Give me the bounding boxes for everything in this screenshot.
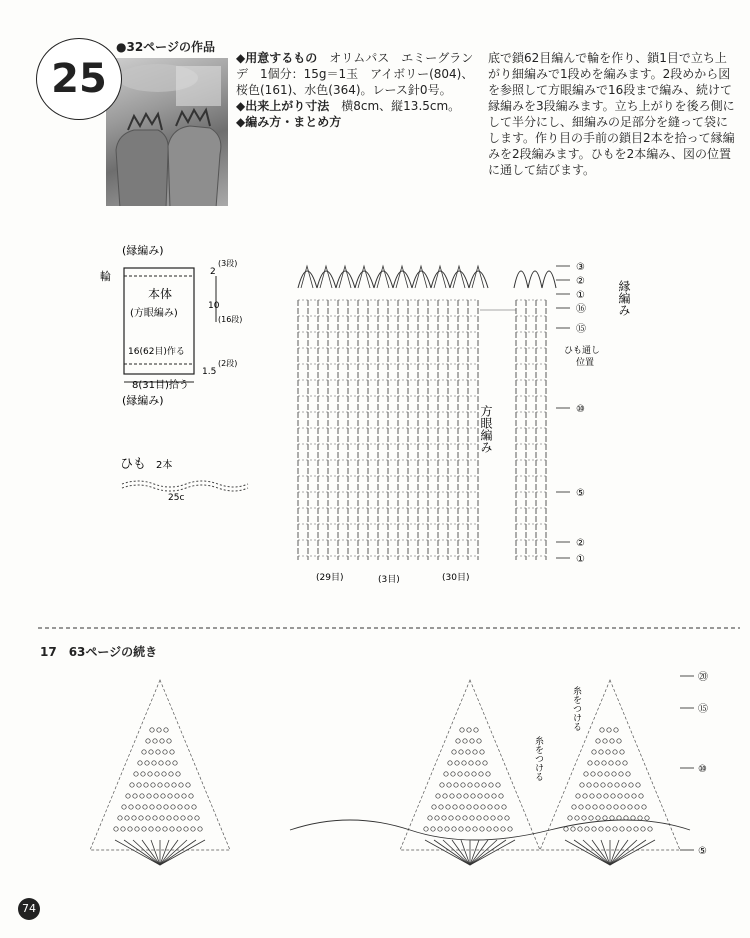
row-marker: ① <box>576 554 585 565</box>
method-text: 底で鎖62目編んで輪を作り、鎖1目で立ち上がり細編みで1段めを編みます。2段めから図を参照して方眼編みで16段まで編み、続けて縁編みを3段編みます。立ち上がりを後ろ側にして半分にし、細編みの足部分を縫って袋にします。作り目の手前の鎖目2本を拾って縁編みを2段編みます。ひもを2本編み、図の位置に通して結びます。 <box>488 51 735 177</box>
schematic-ring-label: 輪 <box>100 270 111 283</box>
cord-label: ひも <box>120 457 147 472</box>
method-heading: ◆編み方・まとめ方 <box>236 115 342 129</box>
dim-bot-rows: (2段) <box>218 359 238 368</box>
product-photo <box>106 58 228 206</box>
thread-attach-label-2: 糸をつける <box>533 736 543 781</box>
body-schematic <box>98 236 248 416</box>
continuation-marker: ⑳ <box>698 672 708 683</box>
schematic-body-sub: (方眼編み) <box>130 308 178 319</box>
cord-position-label-2: 位置 <box>576 358 595 368</box>
section-divider <box>38 626 740 630</box>
schematic-body-outline <box>124 268 194 374</box>
size-section <box>236 98 476 114</box>
row-marker: ③ <box>576 262 585 273</box>
dim-bot: 1.5 <box>202 367 217 377</box>
materials-section <box>236 50 476 98</box>
schematic-width-label: 8(31目)拾う <box>132 380 189 391</box>
edging-arcs <box>298 266 556 288</box>
continuation-markers <box>680 671 708 857</box>
stitch-chart <box>280 240 648 590</box>
chart-bottom-mid: (3目) <box>378 575 400 585</box>
photo-reference-text: 32ページの作品 <box>126 40 215 54</box>
dim-top-rows: (3段) <box>218 259 238 268</box>
cord-length: 25c <box>168 493 185 502</box>
thread-attach-label-1: 糸をつける <box>571 686 581 731</box>
continuation-marker: ⑩ <box>698 764 707 775</box>
instructions-column-1 <box>236 50 476 130</box>
photo-reference: ●32ページの作品 <box>116 40 215 54</box>
drawstring-bags-illustration <box>106 58 228 206</box>
row-markers <box>556 262 586 565</box>
mesh-label: 方眼編み <box>479 405 493 453</box>
pattern-number: 25 <box>36 38 122 120</box>
cord-diagram <box>118 450 258 502</box>
materials-heading: ◆用意するもの <box>236 51 318 65</box>
size-text: 横8cm、縦13.5cm。 <box>341 99 461 113</box>
schematic-bottom-label: (縁編み) <box>122 394 164 407</box>
cord-position-label-1: ひも通し <box>564 346 601 356</box>
continuation-label <box>40 643 169 660</box>
dim-top: 2 <box>210 267 216 277</box>
dim-mid-rows: (16段) <box>218 315 243 324</box>
continuation-text: 63ページの続き <box>68 645 158 659</box>
schematic-body-title: 本体 <box>148 287 173 301</box>
page-number: 74 <box>18 898 40 920</box>
schematic-top-label: (縁編み) <box>122 244 164 257</box>
row-marker: ① <box>576 290 585 301</box>
continuation-number: 17 <box>40 645 57 659</box>
cord-count: 2本 <box>156 460 173 471</box>
size-heading: ◆出来上がり寸法 <box>236 99 330 113</box>
pineapple-motifs <box>90 680 690 865</box>
mesh-grid <box>298 300 546 560</box>
chart-bottom-left: (29目) <box>316 573 344 583</box>
materials-text: オリムパス エミーグランデ 1個分：15g＝1玉 アイボリー(804)、桜色(161)、水色(364)。レース針0号。 <box>236 51 474 97</box>
row-marker: ⑯ <box>576 304 586 315</box>
continuation-marker: ⑤ <box>698 846 707 857</box>
chart-bottom-right: (30目) <box>442 573 470 583</box>
edging-label: 縁編み <box>617 280 631 316</box>
pineapple-chart <box>90 660 750 900</box>
dim-mid: 10 <box>208 301 220 311</box>
schematic-row-label: 16(62目)作る <box>128 347 185 357</box>
row-marker: ⑮ <box>576 324 586 335</box>
row-marker: ② <box>576 276 585 287</box>
row-marker: ② <box>576 538 585 549</box>
row-marker: ⑤ <box>576 488 585 499</box>
row-marker: ⑩ <box>576 404 585 415</box>
continuation-marker: ⑮ <box>698 704 708 715</box>
